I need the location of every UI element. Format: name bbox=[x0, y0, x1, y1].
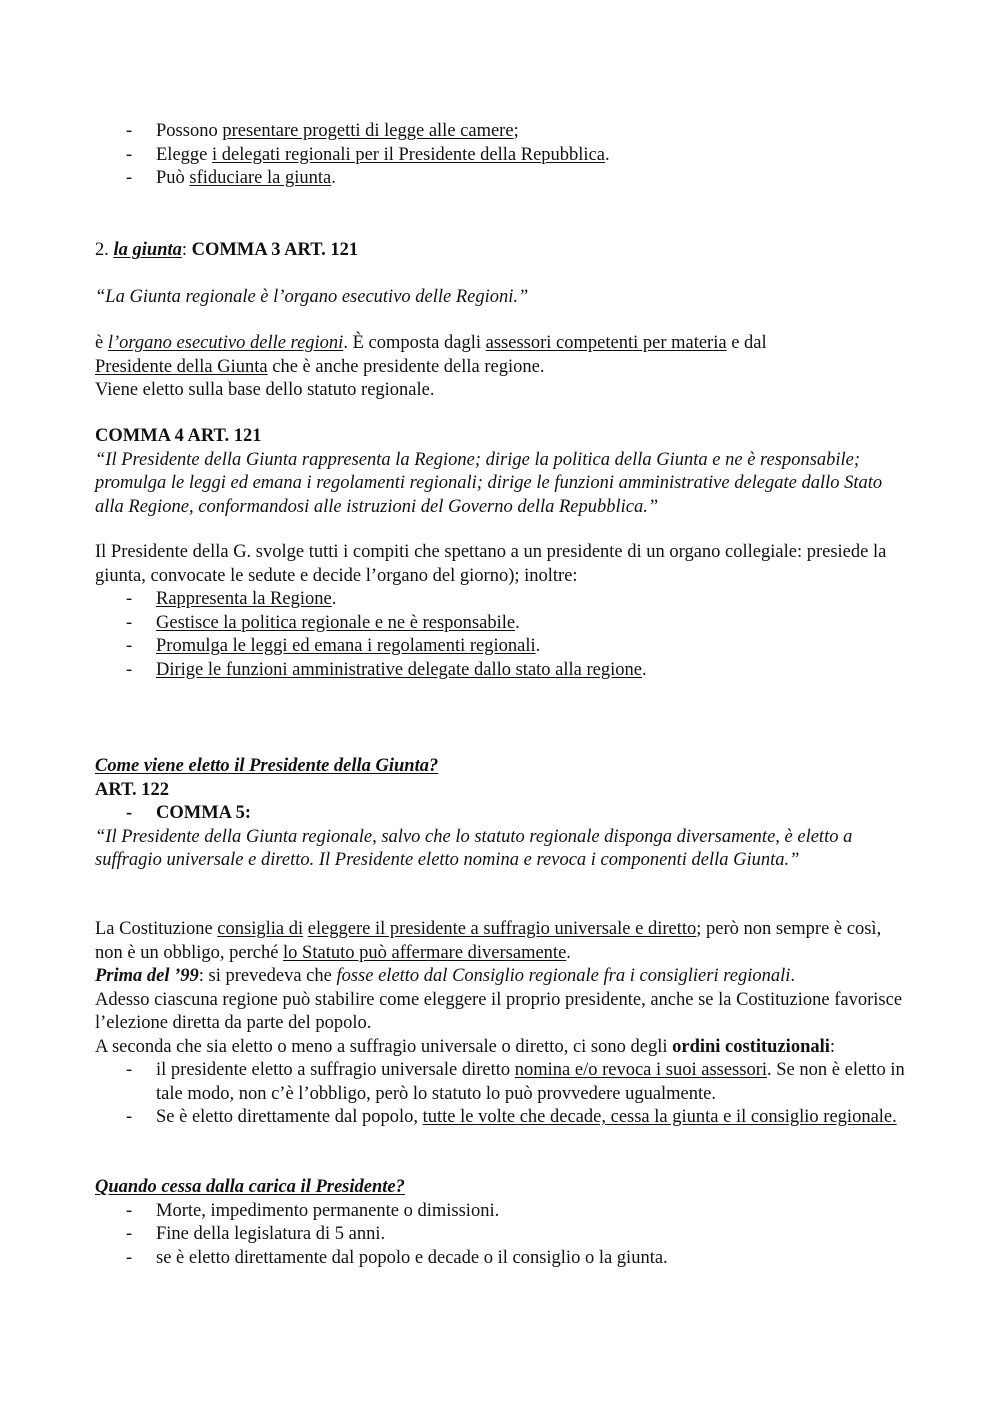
consiglio-powers-list bbox=[95, 120, 905, 191]
comma4-quote: “Il Presidente della Giunta rappresenta la Regione; dirige la politica della Giunta e ne è responsabile; promulga le leggi ed emana i regolamenti regionali; dirige le funzioni amministrative delegate dallo Stato alla Regione, conformandosi alle istruzioni del Governo della Repubblica.” bbox=[95, 449, 883, 517]
costituzione-section bbox=[95, 918, 905, 1130]
ordini-list bbox=[95, 1059, 905, 1130]
presidente-intro: Il Presidente della G. svolge tutti i compiti che spettano a un presidente di un organo collegiale: presiede la giunta, convocate le sedute e decide l’organo del giorno); inoltre: bbox=[95, 542, 887, 586]
list-item: - Promulga le leggi ed emana i regolamenti regionali. bbox=[126, 636, 541, 656]
list-item: - Gestisce la politica regionale e ne è responsabile. bbox=[126, 612, 520, 633]
section-heading-giunta: 2. la giunta: COMMA 3 ART. 121 bbox=[95, 240, 359, 260]
presidente-duties-list bbox=[95, 588, 905, 682]
comma4-section bbox=[95, 425, 905, 519]
question-heading: Quando cessa dalla carica il Presidente? bbox=[95, 1177, 405, 1197]
comma4-heading: COMMA 4 ART. 121 bbox=[95, 426, 262, 446]
presidente-section bbox=[95, 541, 905, 682]
list-item: - Rappresenta la Regione. bbox=[126, 589, 337, 609]
list-item: - Se è eletto direttamente dal popolo, tutte le volte che decade, cessa la giunta e il consiglio regionale. bbox=[126, 1107, 897, 1127]
list-item: - Fine della legislatura di 5 anni. bbox=[126, 1224, 386, 1244]
art122-heading: ART. 122 bbox=[95, 779, 170, 800]
aseconda-paragraph: A seconda che sia eletto o meno a suffragio universale o diretto, ci sono degli ordini costituzionali: bbox=[95, 1036, 836, 1057]
prima99-paragraph: Prima del ’99: si prevedeva che fosse eletto dal Consiglio regionale fra i consiglieri regionali. bbox=[95, 966, 796, 986]
giunta-description: è l’organo esecutivo delle regioni. È composta dagli assessori competenti per materia e dal Presidente della Giunta che è anche presidente della regione. Viene eletto sulla base dello statuto regionale. bbox=[95, 333, 767, 400]
cessazione-section bbox=[95, 1176, 905, 1270]
comma5-quote: “Il Presidente della Giunta regionale, salvo che lo statuto regionale disponga diversamente, è eletto a suffragio universale e diretto. Il Presidente eletto nomina e revoca i componenti della Giunta.” bbox=[95, 826, 853, 870]
list-item: - Possono presentare progetti di legge alle camere; bbox=[126, 121, 519, 141]
list-item: - Morte, impedimento permanente o dimissioni. bbox=[126, 1200, 500, 1221]
list-item: - se è eletto direttamente dal popolo e decade o il consiglio o la giunta. bbox=[126, 1247, 668, 1268]
comma5-label: - COMMA 5: bbox=[126, 803, 252, 823]
list-item: - il presidente eletto a suffragio universale diretto nomina e/o revoca i suoi assessori. Se non è eletto in tale modo, non c’è l’obbligo, però lo statuto lo può provvedere ugualmente. bbox=[126, 1060, 905, 1104]
adesso-paragraph: Adesso ciascuna regione può stabilire come eleggere il proprio presidente, anche se la Costituzione favorisce l’elezione diretta da parte del popolo. bbox=[95, 989, 903, 1033]
costituzione-paragraph: La Costituzione consiglia di eleggere il presidente a suffragio universale e diretto; però non sempre è così, non è un obbligo, perché lo Statuto può affermare diversamente. bbox=[95, 919, 882, 963]
quote-art121-comma3: “La Giunta regionale è l’organo esecutivo delle Regioni.” bbox=[95, 287, 529, 307]
list-item: - Dirige le funzioni amministrative delegate dallo stato alla regione. bbox=[126, 659, 647, 680]
list-item: - Può sfiduciare la giunta. bbox=[126, 168, 336, 188]
question-heading: Come viene eletto il Presidente della Giunta? bbox=[95, 756, 439, 776]
cessazione-list bbox=[95, 1200, 905, 1271]
elezione-section bbox=[95, 755, 905, 873]
list-item: - Elegge i delegati regionali per il Presidente della Repubblica. bbox=[126, 144, 610, 165]
